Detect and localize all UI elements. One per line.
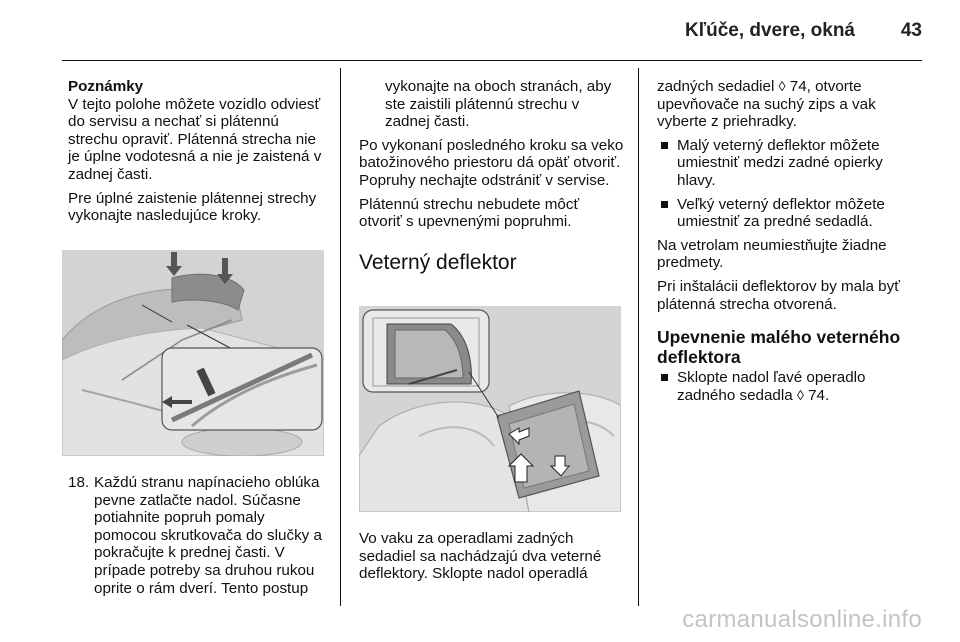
paragraph-text: zadných sedadiel <box>657 78 775 95</box>
bullet-text: Sklopte nadol ľavé operadlo zadného sedadla <box>677 369 866 404</box>
page-reference-icon: ◊ <box>778 78 786 94</box>
bullet-text: Malý veterný deflektor môžete umiestniť medzi zadné opierky hlavy. <box>677 136 883 189</box>
note-block <box>68 78 330 184</box>
bullet-square-icon <box>661 374 668 381</box>
bullet-item <box>657 137 925 190</box>
wind-deflector-drawing <box>359 306 621 512</box>
bullet-item <box>657 196 925 231</box>
column-2 <box>359 78 625 291</box>
paragraph: Pri inštalácii deflektorov by mala byť plátenná strecha otvorená. <box>657 277 900 313</box>
bullet-text: Veľký veterný deflektor môžete umiestniť za predné sedadlá. <box>677 195 885 231</box>
paragraph <box>657 78 925 131</box>
bullet-square-icon <box>661 142 668 149</box>
bullet-square-icon <box>661 201 668 208</box>
note-heading: Poznámky <box>68 78 144 95</box>
paragraph: Na vetrolam neumiestňujte žiadne predmety. <box>657 236 887 272</box>
step-number: 18. <box>68 474 90 491</box>
section-heading: Veterný deflektor <box>359 250 517 274</box>
column-divider-2 <box>638 68 639 606</box>
paragraph: Po vykonaní posledného kroku sa veko batožinového priestoru dá opäť otvoriť. Popruhy nechajte odstrániť v servise. <box>359 136 624 189</box>
numbered-step <box>68 474 330 597</box>
step-block <box>68 474 330 603</box>
paragraph: Plátennú strechu nebudete môcť otvoriť s upevnenými popruhmi. <box>359 195 580 231</box>
page-header-title: Kľúče, dvere, okná <box>685 20 855 41</box>
bullet-text: 74. <box>808 386 830 404</box>
subsection-heading: Upevnenie malého veterného deflektora <box>657 327 901 368</box>
step-continuation: vykonajte na oboch stranách, aby ste zaistili plátennú strechu v zadnej časti. <box>385 78 612 131</box>
soft-top-drawing <box>62 250 324 456</box>
step-text: Každú stranu napínacieho oblúka pevne zatlačte nadol. Súčasne potiahnite popruh pomaly pomocou skrutkovača do slučky a pokračujte k prednej časti. V prípade potreby sa druhou rukou oprite o rám dverí. Tento postup <box>94 474 322 597</box>
soft-top-illustration <box>62 250 324 456</box>
column-divider-1 <box>340 68 341 606</box>
wind-deflector-illustration <box>359 306 621 512</box>
column-3 <box>657 78 925 410</box>
header-divider <box>62 60 922 61</box>
bullet-item <box>657 369 925 404</box>
paragraph: Pre úplné zaistenie plátennej strechy vykonajte nasledujúce kroky. <box>68 189 317 225</box>
note-text: V tejto polohe môžete vozidlo odviesť do servisu a nechať si plátennú strechu opraviť. Plátenná strecha nie je úplne vodotesná a nie je zaistená v zadnej časti. <box>68 95 322 183</box>
paragraph: Vo vaku za operadlami zadných sedadiel sa nachádzajú dva veterné deflektory. Sklopte nadol operadlá <box>359 530 602 583</box>
column-2-bottom <box>359 530 625 589</box>
paragraph-text: 74, otvorte upevňovače na suchý zips a vak vyberte z priehradky. <box>657 78 876 131</box>
page-reference-icon: ◊ <box>796 386 804 403</box>
page-number: 43 <box>900 20 922 41</box>
column-1 <box>68 78 330 231</box>
watermark: carmanualsonline.info <box>682 606 922 633</box>
